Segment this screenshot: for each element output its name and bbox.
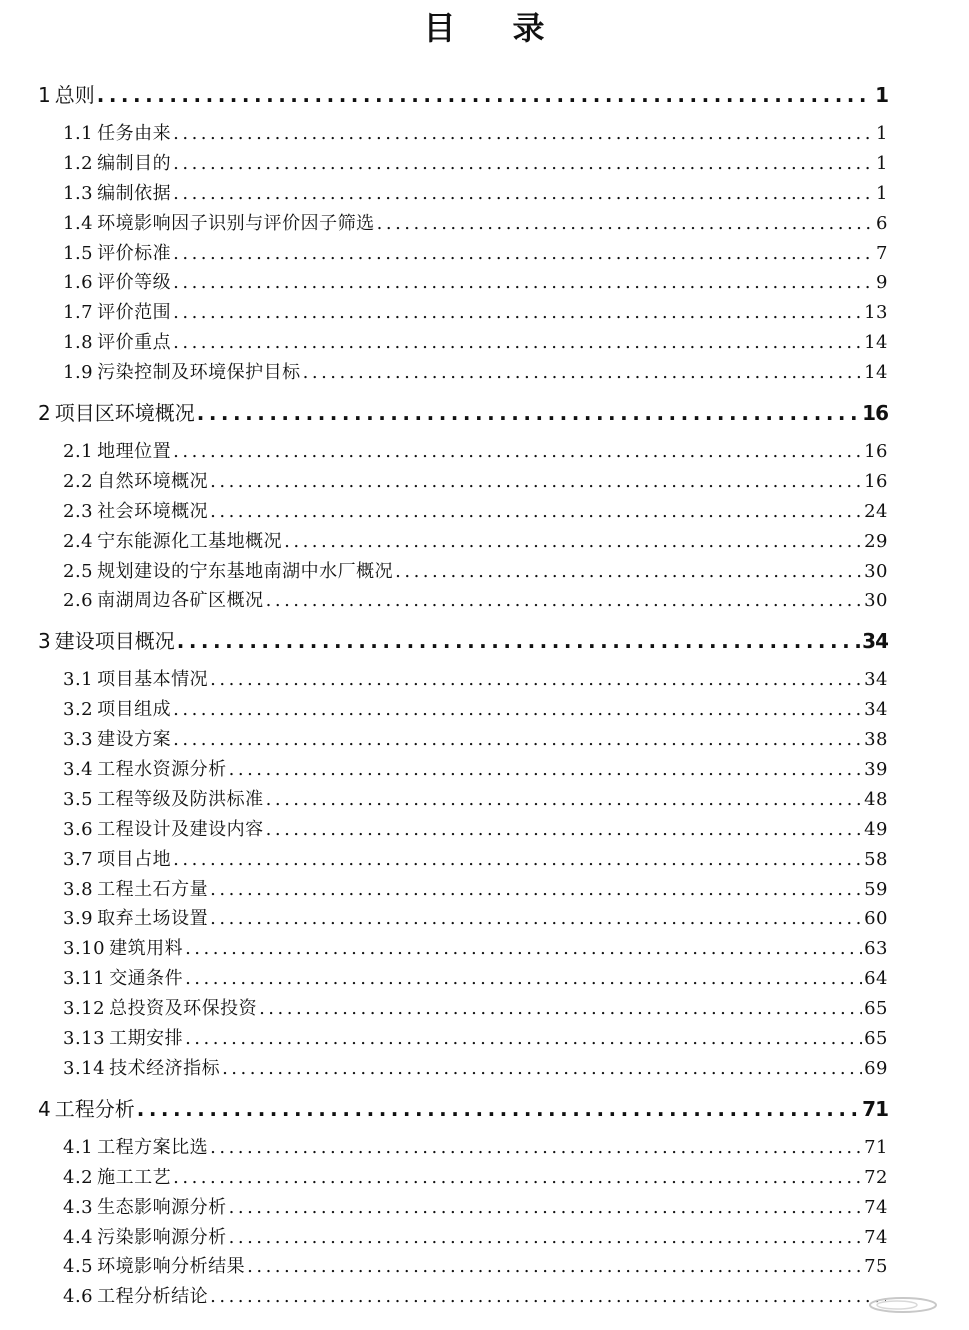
dot-leader: [177, 626, 860, 656]
dot-leader: [173, 298, 862, 328]
page-number: 34: [862, 629, 888, 654]
entry-label: 工程等级及防洪标准: [97, 788, 264, 810]
entry-label: 建设方案: [97, 729, 172, 751]
entry-label: 施工工艺: [97, 1166, 172, 1188]
entry-label: 建筑用料: [109, 938, 184, 960]
entry-number: 1.1: [63, 123, 94, 144]
toc-section-1-5[interactable]: [38, 239, 888, 269]
page-number: 38: [864, 729, 888, 751]
dot-leader: [173, 1163, 862, 1193]
entry-number: 3.1: [63, 669, 94, 691]
entry-label: 交通条件: [109, 968, 184, 990]
page-number: 63: [864, 938, 888, 960]
toc-section-3-1[interactable]: [38, 665, 888, 695]
entry-number: 3.11: [63, 968, 106, 990]
toc-section-3-8[interactable]: [38, 875, 888, 905]
page-title: [0, 6, 969, 50]
toc-section-2-4[interactable]: [38, 527, 888, 557]
entry-label: 总则: [54, 83, 95, 107]
entry-number: 2.3: [63, 500, 94, 522]
toc-chapter-4[interactable]: [38, 1094, 888, 1124]
page-number: 65: [864, 1028, 888, 1050]
dot-leader: [266, 586, 862, 616]
page-number: 59: [864, 878, 888, 900]
toc-section-3-10[interactable]: [38, 934, 888, 964]
entry-number: 3: [38, 629, 51, 654]
page-number: 75: [864, 1256, 888, 1278]
entry-label: 项目占地: [97, 848, 172, 870]
entry-label: 环境影响因子识别与评价因子筛选: [97, 212, 375, 234]
entry-label: 生态影响源分析: [97, 1196, 227, 1218]
toc-section-1-6[interactable]: [38, 268, 888, 298]
entry-label: 工程设计及建设内容: [97, 818, 264, 840]
dot-leader: [303, 358, 862, 388]
entry-label: 环境影响分析结果: [97, 1256, 246, 1278]
toc-section-3-4[interactable]: [38, 755, 888, 785]
toc-section-4-5[interactable]: [38, 1252, 888, 1282]
entry-number: 4.5: [63, 1256, 94, 1278]
entry-label: 工程分析结论: [97, 1286, 209, 1308]
table-of-contents: [38, 80, 888, 1322]
dot-leader: [210, 665, 862, 695]
entry-label: 评价标准: [97, 242, 172, 264]
entry-label: 工期安排: [109, 1028, 184, 1050]
dot-leader: [210, 1133, 862, 1163]
page-number: 1: [876, 152, 888, 174]
toc-section-3-14[interactable]: [38, 1054, 888, 1084]
entry-number: 1.4: [63, 212, 94, 234]
dot-leader: [229, 755, 862, 785]
page-number: 65: [864, 998, 888, 1020]
dot-leader: [377, 209, 874, 239]
dot-leader: [197, 398, 860, 428]
toc-section-4-2[interactable]: [38, 1163, 888, 1193]
entry-number: 3.8: [63, 878, 94, 900]
dot-leader: [185, 964, 862, 994]
entry-label: 编制目的: [97, 152, 172, 174]
toc-section-2-6[interactable]: [38, 586, 888, 616]
entry-number: 1: [38, 83, 51, 107]
dot-leader: [395, 557, 862, 587]
page-number: 34: [864, 669, 888, 691]
page-number: 72: [864, 1166, 888, 1188]
toc-section-1-7[interactable]: [38, 298, 888, 328]
entry-label: 任务由来: [97, 123, 172, 144]
page-number: 16: [862, 401, 888, 426]
dot-leader: [229, 1193, 862, 1223]
page-number: 14: [864, 362, 888, 384]
toc-section-1-4[interactable]: [38, 209, 888, 239]
dot-leader: [259, 994, 862, 1024]
page-number: 74: [864, 1226, 888, 1248]
entry-number: 4.3: [63, 1196, 94, 1218]
page-number: 71: [862, 1096, 888, 1121]
page-number: 30: [864, 560, 888, 582]
dot-leader: [210, 904, 862, 934]
entry-number: 3.2: [63, 699, 94, 721]
entry-label: 项目组成: [97, 699, 172, 721]
entry-label: 南湖周边各矿区概况: [97, 590, 264, 612]
entry-number: 2.5: [63, 560, 94, 582]
page-number: 1: [876, 182, 888, 204]
dot-leader: [173, 695, 862, 725]
entry-number: 4.6: [63, 1286, 94, 1308]
title-char-2: 录: [512, 9, 546, 47]
page-number: 7: [876, 242, 888, 264]
dot-leader: [210, 875, 862, 905]
toc-section-3-2[interactable]: [38, 695, 888, 725]
entry-label: 工程水资源分析: [97, 759, 227, 781]
dot-leader: [266, 815, 862, 845]
page-number: 30: [864, 590, 888, 612]
page-number: 1: [875, 83, 888, 107]
entry-number: 3.5: [63, 788, 94, 810]
dot-leader: [229, 1223, 862, 1253]
page-number: 1: [876, 123, 888, 144]
dot-leader: [247, 1252, 862, 1282]
dot-leader: [210, 467, 862, 497]
entry-number: 1.9: [63, 362, 94, 384]
dot-leader: [210, 1282, 886, 1312]
toc-chapter-3[interactable]: [38, 626, 888, 656]
entry-number: 3.7: [63, 848, 94, 870]
entry-number: 3.4: [63, 759, 94, 781]
entry-label: 工程土石方量: [97, 878, 209, 900]
dot-leader: [266, 785, 862, 815]
toc-section-4-4[interactable]: [38, 1223, 888, 1253]
page-number: 16: [864, 470, 888, 492]
page-number: 48: [864, 788, 888, 810]
page-number: 6: [876, 212, 888, 234]
toc-section-1-1[interactable]: [38, 119, 888, 149]
dot-leader: [173, 239, 874, 269]
page-number: 14: [864, 332, 888, 354]
entry-number: 4.2: [63, 1166, 94, 1188]
page-number: 49: [864, 818, 888, 840]
toc-section-1-9[interactable]: [38, 358, 888, 388]
entry-label: 评价范围: [97, 302, 172, 324]
entry-number: 3.10: [63, 938, 106, 960]
toc-section-3-5[interactable]: [38, 785, 888, 815]
entry-number: 4.4: [63, 1226, 94, 1248]
watermark-logo: [867, 1294, 939, 1316]
entry-label: 总投资及环保投资: [109, 998, 258, 1020]
entry-number: 2.1: [63, 441, 94, 463]
entry-number: 2.4: [63, 530, 94, 552]
toc-section-4-1[interactable]: [38, 1133, 888, 1163]
page-number: 16: [864, 441, 888, 463]
toc-section-3-3[interactable]: [38, 725, 888, 755]
page-number: 24: [864, 500, 888, 522]
page-number: 39: [864, 759, 888, 781]
toc-section-2-2[interactable]: [38, 467, 888, 497]
entry-label: 自然环境概况: [97, 470, 209, 492]
page-number: 74: [864, 1196, 888, 1218]
entry-label: 项目区环境概况: [54, 401, 195, 426]
page-number: 64: [864, 968, 888, 990]
dot-leader: [137, 1094, 860, 1124]
entry-number: 1.6: [63, 272, 94, 294]
toc-chapter-2[interactable]: [38, 398, 888, 428]
toc-section-1-2[interactable]: [38, 149, 888, 179]
entry-number: 1.8: [63, 332, 94, 354]
entry-number: 3.12: [63, 998, 106, 1020]
entry-label: 宁东能源化工基地概况: [97, 530, 283, 552]
dot-leader: [173, 119, 874, 149]
page-number: 13: [864, 302, 888, 324]
entry-label: 建设项目概况: [54, 629, 175, 654]
entry-number: 3.9: [63, 908, 94, 930]
toc-section-2-5[interactable]: [38, 557, 888, 587]
dot-leader: [210, 497, 862, 527]
entry-number: 1.7: [63, 302, 94, 324]
page-number: 71: [864, 1136, 888, 1158]
dot-leader: [185, 1024, 862, 1054]
dot-leader: [173, 725, 862, 755]
title-char-1: 目: [423, 9, 457, 47]
entry-label: 社会环境概况: [97, 500, 209, 522]
dot-leader: [173, 437, 862, 467]
toc-section-2-3[interactable]: [38, 497, 888, 527]
entry-number: 3.3: [63, 729, 94, 751]
entry-number: 2.2: [63, 470, 94, 492]
entry-label: 污染影响源分析: [97, 1226, 227, 1248]
entry-label: 工程分析: [54, 1096, 135, 1121]
entry-number: 3.14: [63, 1057, 106, 1079]
entry-number: 3.6: [63, 818, 94, 840]
dot-leader: [222, 1054, 862, 1084]
entry-label: 评价等级: [97, 272, 172, 294]
toc-section-3-6[interactable]: [38, 815, 888, 845]
toc-section-1-8[interactable]: [38, 328, 888, 358]
toc-section-3-13[interactable]: [38, 1024, 888, 1054]
toc-chapter-1[interactable]: [38, 80, 888, 110]
entry-number: 3.13: [63, 1028, 106, 1050]
entry-number: 2: [38, 401, 51, 426]
page-number: 69: [864, 1057, 888, 1079]
toc-section-2-1[interactable]: [38, 437, 888, 467]
toc-section-4-3[interactable]: [38, 1193, 888, 1223]
dot-leader: [173, 149, 874, 179]
page-number: 58: [864, 848, 888, 870]
dot-leader: [284, 527, 862, 557]
toc-section-3-9[interactable]: [38, 904, 888, 934]
toc-section-4-6[interactable]: [38, 1282, 888, 1312]
dot-leader: [173, 179, 874, 209]
entry-number: 1.2: [63, 152, 94, 174]
page-number: 29: [864, 530, 888, 552]
entry-label: 编制依据: [97, 182, 172, 204]
entry-number: 1.3: [63, 182, 94, 204]
entry-number: 4: [38, 1096, 51, 1121]
entry-label: 工程方案比选: [97, 1136, 209, 1158]
entry-number: 1.5: [63, 242, 94, 264]
toc-section-3-7[interactable]: [38, 845, 888, 875]
entry-label: 项目基本情况: [97, 669, 209, 691]
entry-number: 4.1: [63, 1136, 94, 1158]
dot-leader: [185, 934, 862, 964]
toc-section-3-12[interactable]: [38, 994, 888, 1024]
entry-label: 规划建设的宁东基地南湖中水厂概况: [97, 560, 394, 582]
entry-label: 污染控制及环境保护目标: [97, 362, 301, 384]
page-number: 9: [876, 272, 888, 294]
entry-label: 地理位置: [97, 441, 172, 463]
entry-number: 2.6: [63, 590, 94, 612]
dot-leader: [173, 268, 874, 298]
page-number: 34: [864, 699, 888, 721]
page-number: 60: [864, 908, 888, 930]
toc-section-1-3[interactable]: [38, 179, 888, 209]
dot-leader: [97, 80, 873, 110]
toc-section-3-11[interactable]: [38, 964, 888, 994]
entry-label: 技术经济指标: [109, 1057, 221, 1079]
dot-leader: [173, 328, 862, 358]
entry-label: 评价重点: [97, 332, 172, 354]
entry-label: 取弃土场设置: [97, 908, 209, 930]
dot-leader: [173, 845, 862, 875]
